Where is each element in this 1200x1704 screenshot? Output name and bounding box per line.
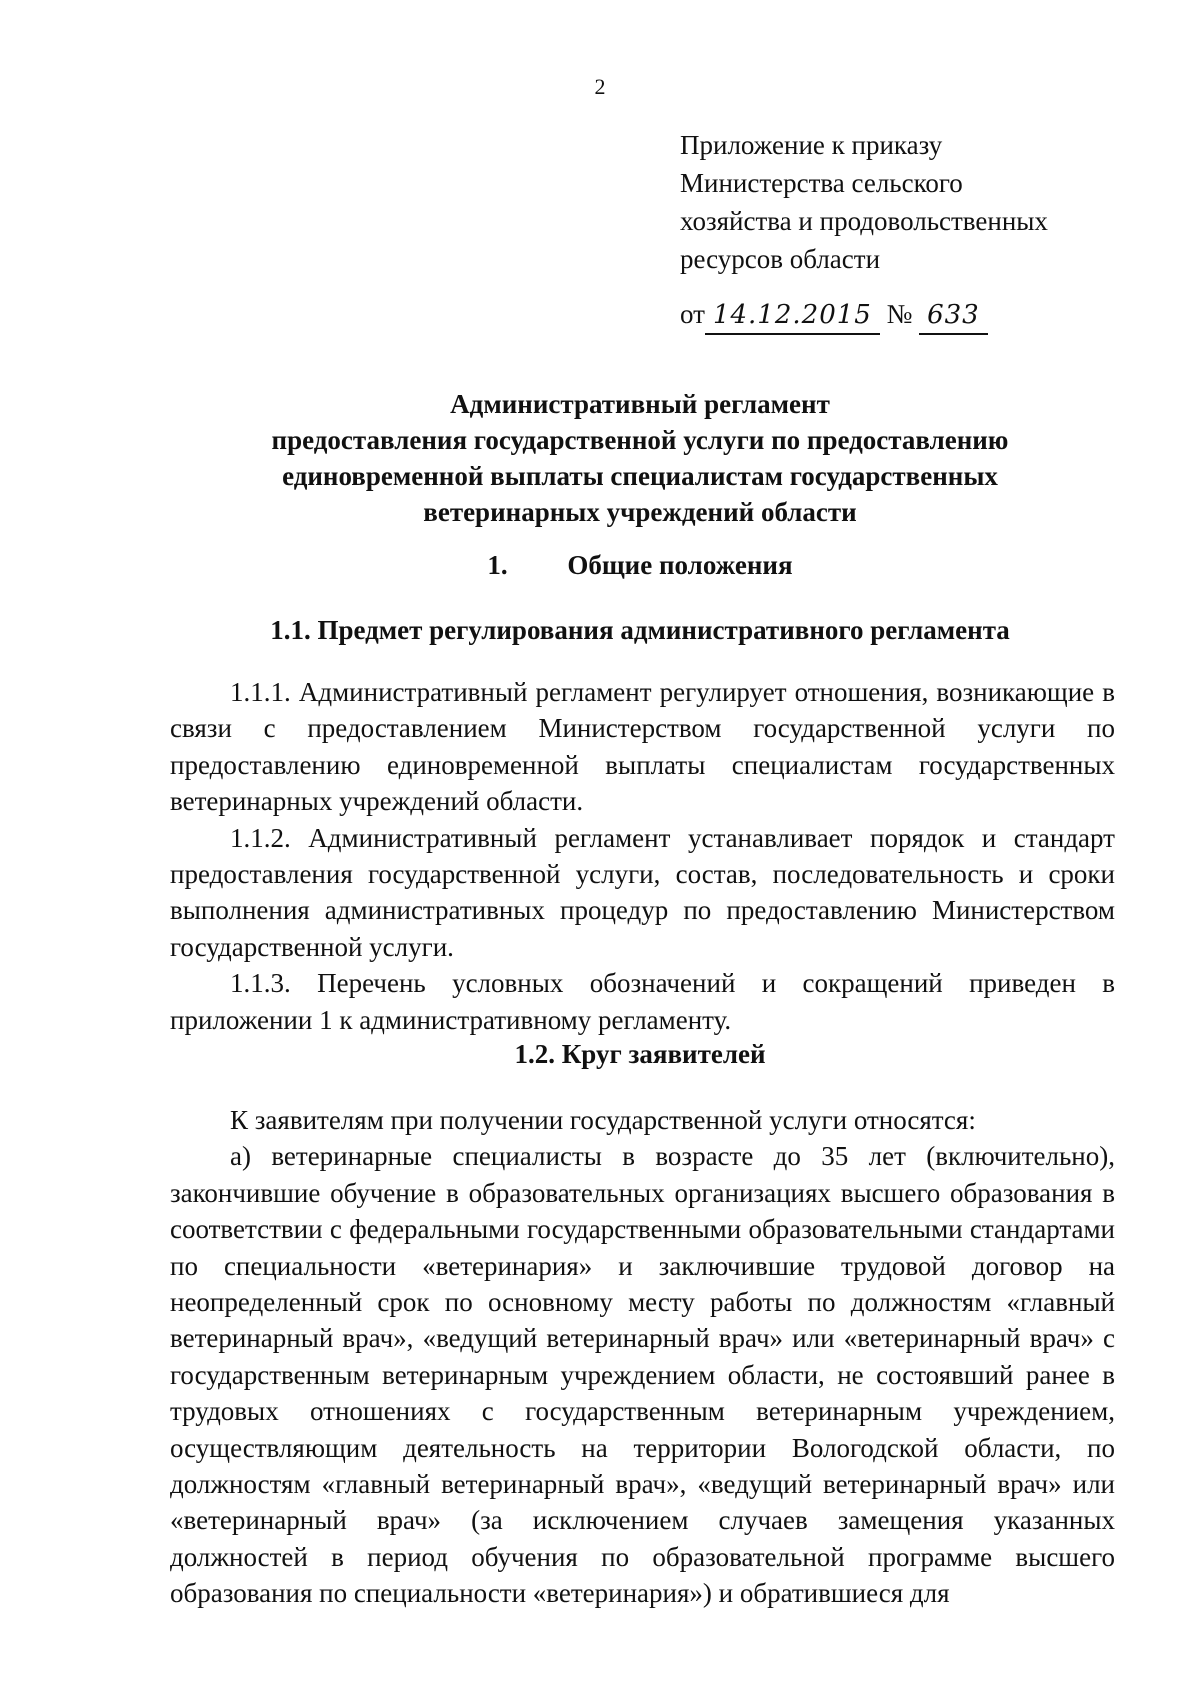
order-date: 14.12.2015 xyxy=(705,297,880,335)
order-number-label: № xyxy=(886,299,913,329)
paragraph: 1.1.2. Административный регламент устанавливает порядок и стандарт предоставления государственной услуги, состав, последовательность и сроки выполнения административных процедур по предоставлению Министерством государственной услуги. xyxy=(170,822,1115,962)
paragraph: К заявителям при получении государственной услуги относятся: xyxy=(230,1105,976,1135)
order-reference xyxy=(680,296,988,335)
appendix-line: хозяйства и продовольственных xyxy=(680,206,1048,236)
section-1-heading xyxy=(170,547,1110,583)
title-line: Административный регламент xyxy=(450,389,830,419)
appendix-line: Приложение к приказу xyxy=(680,130,943,160)
order-number: 633 xyxy=(919,297,988,335)
order-prefix: от xyxy=(680,299,705,329)
title-line: единовременной выплаты специалистам государственных xyxy=(282,461,998,491)
appendix-line: ресурсов области xyxy=(680,244,881,274)
appendix-line: Министерства сельского xyxy=(680,168,963,198)
section-1-2-heading: 1.2. Круг заявителей xyxy=(514,1039,766,1069)
paragraph: 1.1.3. Перечень условных обозначений и сокращений приведен в приложении 1 к административному регламенту. xyxy=(170,968,1115,1035)
section-1-1-heading: 1.1. Предмет регулирования административного регламента xyxy=(270,615,1010,645)
title-line: предоставления государственной услуги по предоставлению xyxy=(271,425,1009,455)
document-title xyxy=(170,386,1110,530)
section-1-2-body xyxy=(170,1102,1115,1612)
paragraph: 1.1.1. Административный регламент регулирует отношения, возникающие в связи с предоставлением Министерством государственной услуги по предоставлению единовременной выплаты специалистам государственных ветеринарных учреждений области. xyxy=(170,677,1115,817)
section-title: Общие положения xyxy=(567,550,793,580)
page-number: 2 xyxy=(594,74,606,99)
appendix-block xyxy=(680,126,1120,278)
section-1-1-body xyxy=(170,674,1115,1038)
paragraph: а) ветеринарные специалисты в возрасте до 35 лет (включительно), закончившие обучение в образовательных организациях высшего образования в соответствии с федеральными государственными образовательными стандартами по специальности «ветеринария» и заключившие трудовой договор на неопределенный срок по основному месту работы по должностям «главный ветеринарный врач», «ведущий ветеринарный врач» или «ветеринарный врач» с государственным ветеринарным учреждением области, не состоявший ранее в трудовых отношениях с государственным ветеринарным учреждением, осуществляющим деятельность на территории Вологодской области, по должностям «главный ветеринарный врач», «ведущий ветеринарный врач» или «ветеринарный врач» (за исключением случаев замещения указанных должностей в период обучения по образовательной программе высшего образования по специальности «ветеринария») и обратившиеся для xyxy=(170,1141,1115,1609)
title-line: ветеринарных учреждений области xyxy=(423,497,857,527)
section-number: 1. xyxy=(487,550,508,580)
